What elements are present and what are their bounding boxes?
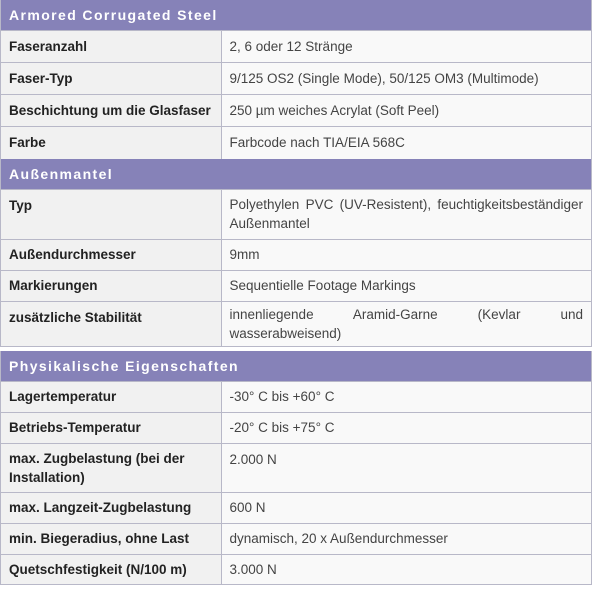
spec-label: Betriebs-Temperatur bbox=[1, 412, 221, 443]
spec-value: 250 µm weiches Acrylat (Soft Peel) bbox=[221, 95, 591, 127]
spec-label: Lagertemperatur bbox=[1, 381, 221, 412]
spec-label: min. Biegeradius, ohne Last bbox=[1, 523, 221, 554]
spec-value: innenliegende Aramid-Garne (Kevlar und wasserabweisend) bbox=[221, 301, 591, 346]
spec-label: Faseranzahl bbox=[1, 31, 221, 63]
spec-label: max. Langzeit-Zugbelastung bbox=[1, 492, 221, 523]
spec-value: -20° C bis +75° C bbox=[221, 412, 591, 443]
spec-value: dynamisch, 20 x Außendurchmesser bbox=[221, 523, 591, 554]
spec-label: Typ bbox=[1, 189, 221, 239]
spec-label: zusätzliche Stabilität bbox=[1, 301, 221, 346]
spec-label: Markierungen bbox=[1, 270, 221, 301]
table-row bbox=[1, 270, 591, 301]
spec-label: max. Zugbelastung (bei der Installation) bbox=[1, 443, 221, 492]
spec-table bbox=[1, 381, 591, 585]
section-title: Armored Corrugated Steel bbox=[1, 0, 591, 30]
spec-label: Farbe bbox=[1, 127, 221, 159]
section-title: Außenmantel bbox=[1, 159, 591, 189]
table-row bbox=[1, 239, 591, 270]
spec-label: Faser-Typ bbox=[1, 63, 221, 95]
table-row bbox=[1, 412, 591, 443]
spec-table bbox=[1, 30, 591, 159]
spec-value: 2, 6 oder 12 Stränge bbox=[221, 31, 591, 63]
table-row bbox=[1, 523, 591, 554]
table-row bbox=[1, 554, 591, 584]
spec-value: 9/125 OS2 (Single Mode), 50/125 OM3 (Multimode) bbox=[221, 63, 591, 95]
table-row bbox=[1, 31, 591, 63]
section-title: Physikalische Eigenschaften bbox=[1, 351, 591, 381]
spec-value: 9mm bbox=[221, 239, 591, 270]
spec-value: 3.000 N bbox=[221, 554, 591, 584]
table-row bbox=[1, 492, 591, 523]
spec-table bbox=[1, 189, 591, 347]
table-row bbox=[1, 443, 591, 492]
section-physikalische-eigenschaften bbox=[0, 351, 592, 585]
table-row bbox=[1, 381, 591, 412]
spec-value: 2.000 N bbox=[221, 443, 591, 492]
spec-value: Polyethylen PVC (UV-Resistent), feuchtigkeitsbeständiger Außenmantel bbox=[221, 189, 591, 239]
section-armored-corrugated-steel bbox=[0, 0, 592, 159]
spec-value: Sequentielle Footage Markings bbox=[221, 270, 591, 301]
spec-value: -30° C bis +60° C bbox=[221, 381, 591, 412]
table-row bbox=[1, 189, 591, 239]
table-row bbox=[1, 95, 591, 127]
table-row bbox=[1, 127, 591, 159]
spec-value: Farbcode nach TIA/EIA 568C bbox=[221, 127, 591, 159]
spec-value: 600 N bbox=[221, 492, 591, 523]
table-row bbox=[1, 63, 591, 95]
spec-label: Quetschfestigkeit (N/100 m) bbox=[1, 554, 221, 584]
spec-label: Beschichtung um die Glasfaser bbox=[1, 95, 221, 127]
table-row bbox=[1, 301, 591, 346]
section-aussenmantel bbox=[0, 159, 592, 347]
spec-label: Außendurchmesser bbox=[1, 239, 221, 270]
